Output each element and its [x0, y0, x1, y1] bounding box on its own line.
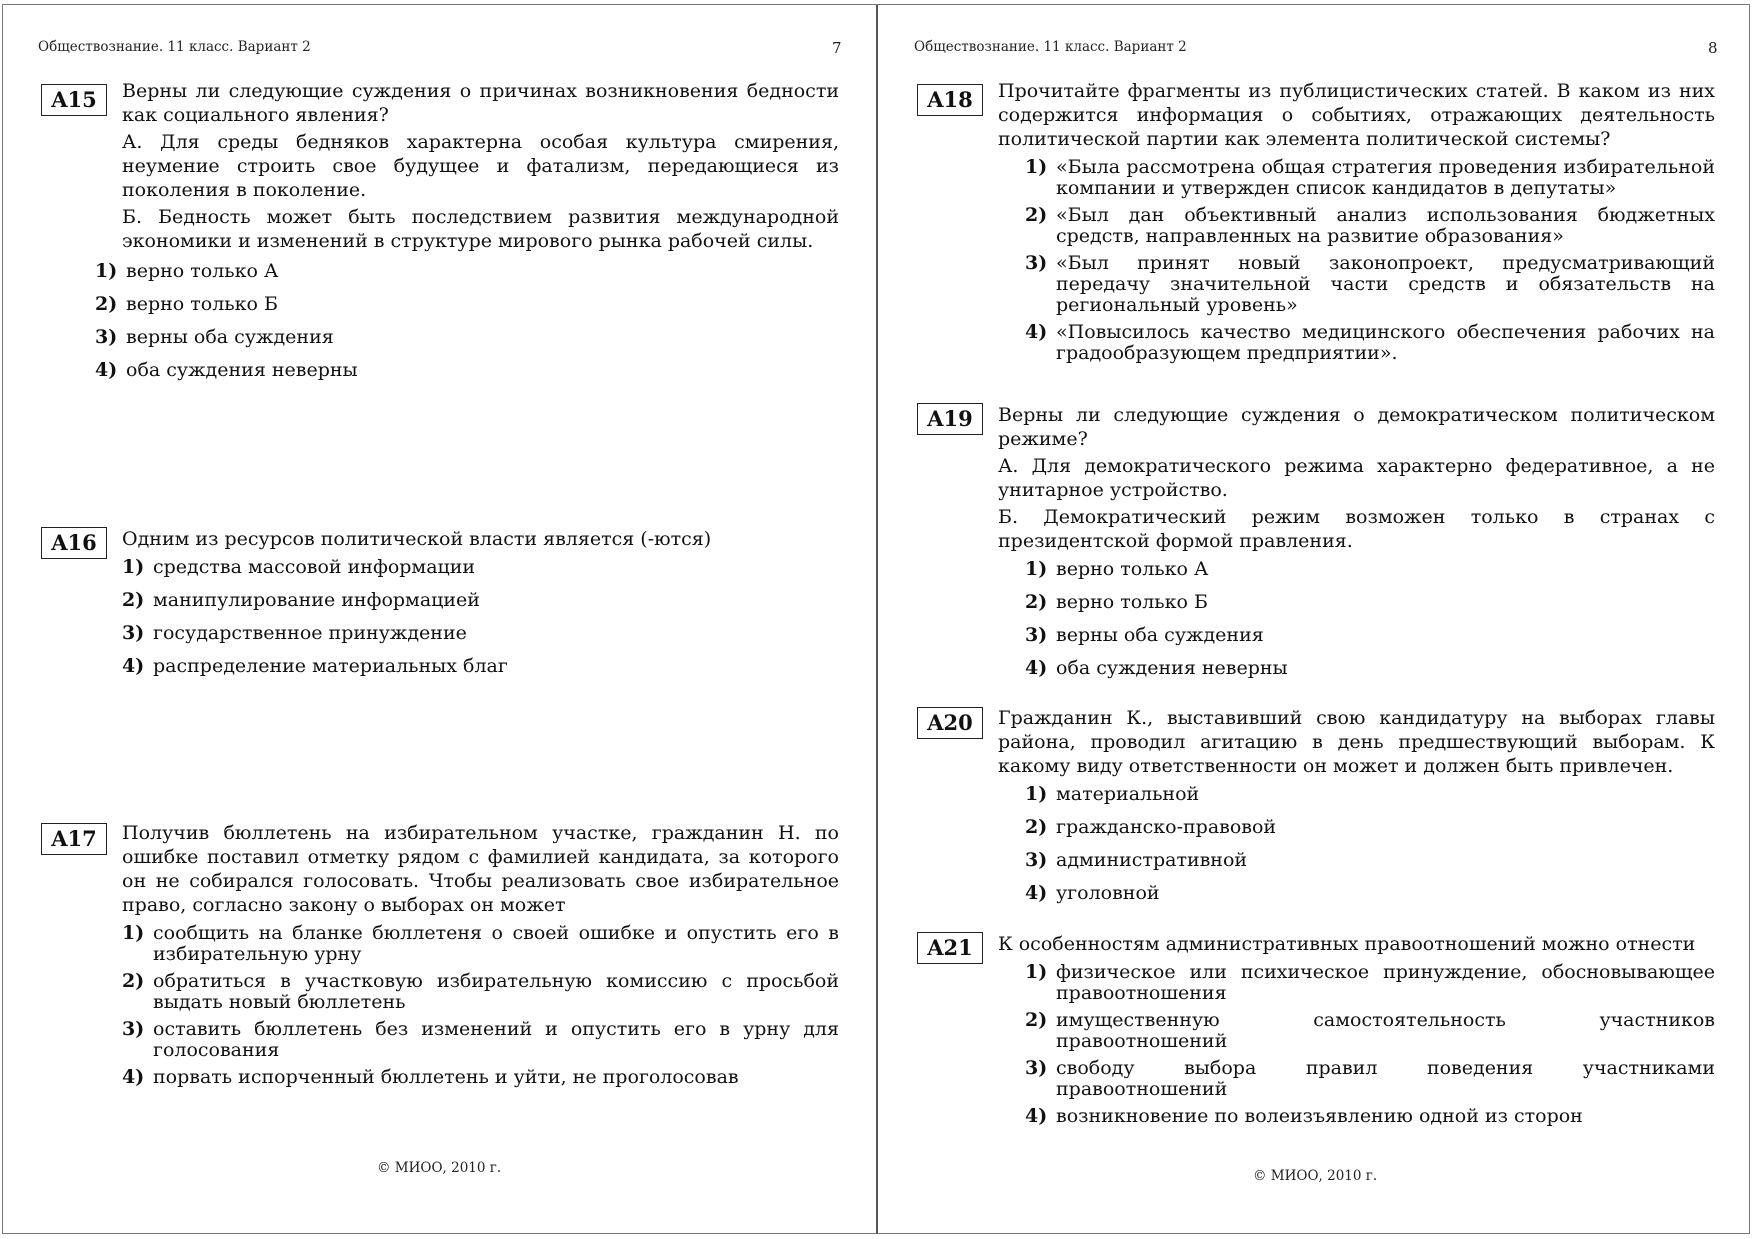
- answer-option[interactable]: [95, 327, 839, 348]
- option-text: «Был принят новый законопроект, предусматривающий передачу значительной части средств и обязательств на региональный уровень»: [1056, 252, 1715, 316]
- option-number: 2): [122, 589, 145, 611]
- answer-options: [95, 557, 839, 677]
- option-text: материальной: [1056, 783, 1200, 805]
- question-body: [95, 79, 839, 393]
- option-number: 4): [1025, 657, 1048, 679]
- answer-option[interactable]: [1025, 253, 1715, 316]
- answer-option[interactable]: [1025, 962, 1715, 1004]
- option-number: 2): [1025, 1009, 1048, 1031]
- answer-option[interactable]: [1025, 625, 1715, 646]
- question-body: [998, 403, 1715, 691]
- option-text: оба суждения неверны: [1056, 657, 1288, 679]
- option-number: 3): [122, 622, 145, 644]
- answer-option[interactable]: [95, 261, 839, 282]
- question-number-badge: A20: [917, 707, 983, 739]
- answer-option[interactable]: [1025, 592, 1715, 613]
- option-text: «Была рассмотрена общая стратегия проведения избирательной компании и утвержден список кандидатов в депутаты»: [1056, 156, 1715, 199]
- option-text: верно только А: [126, 260, 279, 282]
- question-stem: Одним из ресурсов политической власти является (-ются): [122, 528, 712, 550]
- option-text: обратиться в участковую избирательную комиссию с просьбой выдать новый бюллетень: [153, 970, 839, 1013]
- option-number: 2): [1025, 816, 1048, 838]
- answer-option[interactable]: [1025, 658, 1715, 679]
- option-text: порвать испорченный бюллетень и уйти, не проголосовав: [153, 1066, 739, 1088]
- answer-option[interactable]: [122, 590, 839, 611]
- answer-option[interactable]: [1025, 784, 1715, 805]
- statement-a: А. Для демократического режима характерно федеративное, а не унитарное устройство.: [998, 455, 1715, 501]
- option-number: 4): [1025, 1105, 1048, 1127]
- option-text: верно только Б: [1056, 591, 1208, 613]
- option-number: 4): [95, 359, 118, 381]
- option-text: гражданско-правовой: [1056, 816, 1277, 838]
- question-number-badge: A18: [917, 84, 983, 116]
- option-number: 3): [1025, 849, 1048, 871]
- page-header: Обществознание. 11 класс. Вариант 2: [38, 39, 311, 55]
- option-text: оставить бюллетень без изменений и опустить его в урну для голосования: [153, 1018, 839, 1061]
- answer-option[interactable]: [1025, 157, 1715, 199]
- statement-b: Б. Бедность может быть последствием развития международной экономики и изменений в структуре мирового рынка рабочей силы.: [122, 206, 839, 252]
- option-text: уголовной: [1056, 882, 1160, 904]
- question-body: [122, 527, 839, 689]
- option-number: 2): [1025, 204, 1048, 226]
- question-stem: Прочитайте фрагменты из публицистических статей. В каком из них содержится информация о событиях, отражающих деятельность политической партии как элемента политической системы?: [998, 80, 1715, 150]
- page-footer: © МИОО, 2010 г.: [1253, 1168, 1378, 1184]
- option-text: средства массовой информации: [153, 556, 476, 578]
- answer-option[interactable]: [1025, 322, 1715, 364]
- option-text: верно только Б: [126, 293, 278, 315]
- option-number: 1): [95, 260, 118, 282]
- question-stem: Гражданин К., выставивший свою кандидатуру на выборах главы района, проводил агитацию в день предшествующий выборам. К какому виду ответственности он может и должен быть привлечен.: [998, 707, 1715, 777]
- option-text: распределение материальных благ: [153, 655, 508, 677]
- answer-option[interactable]: [122, 557, 839, 578]
- answer-option[interactable]: [122, 971, 839, 1013]
- option-number: 2): [95, 293, 118, 315]
- statement-a: А. Для среды бедняков характерна особая культура смирения, неумение строить свое будущее и фатализм, передающиеся из поколения в поколение.: [122, 131, 839, 201]
- answer-options: [998, 784, 1715, 904]
- page-footer: © МИОО, 2010 г.: [377, 1160, 502, 1176]
- option-number: 1): [1025, 558, 1048, 580]
- option-text: сообщить на бланке бюллетеня о своей ошибке и опустить его в избирательную урну: [153, 922, 839, 965]
- option-text: верны оба суждения: [126, 326, 334, 348]
- question-stem: Верны ли следующие суждения о демократическом политическом режиме?: [998, 404, 1715, 450]
- left-page: [2, 6, 876, 1234]
- question-stem: Получив бюллетень на избирательном участке, гражданин Н. по ошибке поставил отметку рядом с фамилией кандидата, за которого он не собирался голосовать. Чтобы реализовать свое избирательное право, согласно закону о выборах он может: [122, 822, 839, 916]
- question-stem: Верны ли следующие суждения о причинах возникновения бедности как социального явления?: [122, 80, 839, 126]
- option-text: свободу выбора правил поведения участниками правоотношений: [1056, 1057, 1715, 1100]
- answer-option[interactable]: [1025, 817, 1715, 838]
- question-number-badge: A15: [41, 84, 107, 116]
- option-text: имущественную самостоятельность участников правоотношений: [1056, 1009, 1715, 1052]
- answer-option[interactable]: [122, 1067, 839, 1088]
- answer-options: [998, 962, 1715, 1127]
- option-number: 2): [1025, 591, 1048, 613]
- question-number-badge: A21: [917, 932, 983, 964]
- page-header: Обществознание. 11 класс. Вариант 2: [914, 39, 1187, 55]
- option-text: административной: [1056, 849, 1248, 871]
- option-text: возникновение по волеизъявлению одной из сторон: [1056, 1105, 1583, 1127]
- answer-options: [95, 261, 839, 381]
- page-number: 7: [832, 39, 842, 57]
- option-text: «Был дан объективный анализ использования бюджетных средств, направленных на развитие образования»: [1056, 204, 1715, 247]
- answer-option[interactable]: [1025, 1058, 1715, 1100]
- answer-option[interactable]: [1025, 559, 1715, 580]
- answer-option[interactable]: [122, 923, 839, 965]
- option-text: оба суждения неверны: [126, 359, 358, 381]
- option-number: 1): [122, 556, 145, 578]
- question-number-badge: A19: [917, 403, 983, 435]
- answer-option[interactable]: [95, 294, 839, 315]
- statement-b: Б. Демократический режим возможен только в странах с президентской формой правления.: [998, 506, 1715, 552]
- answer-option[interactable]: [1025, 883, 1715, 904]
- answer-option[interactable]: [122, 623, 839, 644]
- question-number-badge: A17: [41, 823, 107, 855]
- answer-options: [998, 559, 1715, 679]
- question-body: [998, 79, 1715, 370]
- option-number: 3): [122, 1018, 145, 1040]
- option-number: 2): [122, 970, 145, 992]
- option-text: верны оба суждения: [1056, 624, 1264, 646]
- option-number: 1): [1025, 156, 1048, 178]
- answer-option[interactable]: [122, 1019, 839, 1061]
- option-text: верно только А: [1056, 558, 1209, 580]
- option-number: 1): [1025, 961, 1048, 983]
- page-number: 8: [1708, 39, 1718, 57]
- option-number: 1): [1025, 783, 1048, 805]
- answer-option[interactable]: [95, 360, 839, 381]
- option-number: 1): [122, 922, 145, 944]
- option-number: 4): [122, 655, 145, 677]
- answer-options: [95, 923, 839, 1088]
- option-number: 3): [1025, 624, 1048, 646]
- option-text: государственное принуждение: [153, 622, 467, 644]
- question-stem: К особенностям административных правоотношений можно отнести: [998, 933, 1696, 955]
- answer-option[interactable]: [1025, 205, 1715, 247]
- option-text: физическое или психическое принуждение, обосновывающее правоотношения: [1056, 961, 1715, 1004]
- question-body: [998, 706, 1715, 916]
- answer-option[interactable]: [1025, 1106, 1715, 1127]
- right-page: [878, 6, 1752, 1234]
- option-text: «Повысилось качество медицинского обеспечения рабочих на градообразующем предприятии».: [1056, 321, 1715, 364]
- option-number: 3): [95, 326, 118, 348]
- answer-option[interactable]: [122, 656, 839, 677]
- option-number: 4): [1025, 321, 1048, 343]
- option-number: 3): [1025, 1057, 1048, 1079]
- question-body: [122, 821, 839, 1094]
- answer-option[interactable]: [1025, 1010, 1715, 1052]
- option-number: 4): [122, 1066, 145, 1088]
- option-number: 3): [1025, 252, 1048, 274]
- answer-options: [998, 157, 1715, 364]
- option-number: 4): [1025, 882, 1048, 904]
- answer-option[interactable]: [1025, 850, 1715, 871]
- question-body: [998, 932, 1715, 1133]
- option-text: манипулирование информацией: [153, 589, 480, 611]
- question-number-badge: A16: [41, 527, 107, 559]
